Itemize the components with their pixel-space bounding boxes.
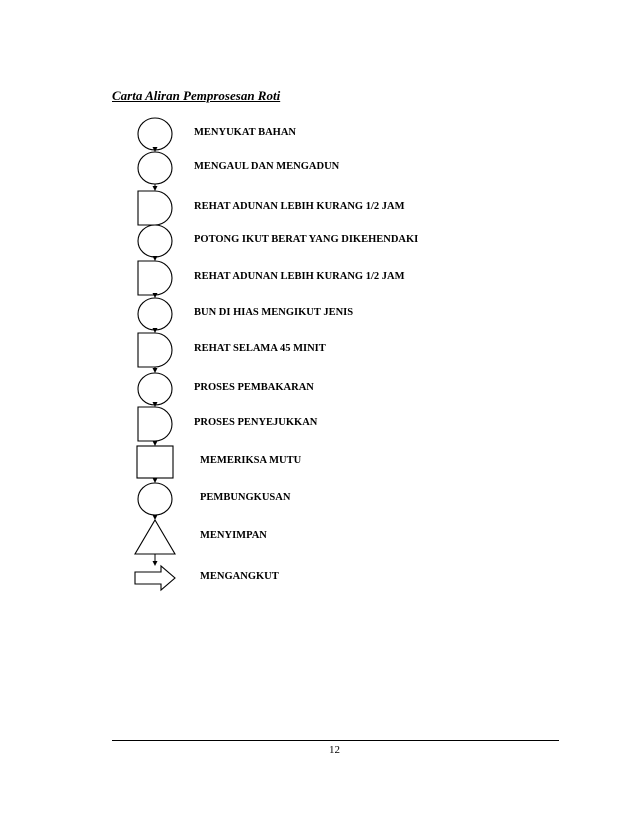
connector-arrowhead — [153, 328, 158, 333]
step-label: MENYIMPAN — [200, 530, 267, 541]
transport-arrow-symbol — [135, 566, 175, 590]
delay-d-symbol — [138, 191, 172, 225]
page-number: 12 — [329, 744, 340, 756]
operation-circle-symbol — [138, 298, 172, 330]
connector-arrowhead — [153, 186, 158, 191]
connector-arrowhead — [153, 478, 158, 483]
step-label: REHAT SELAMA 45 MINIT — [194, 343, 326, 354]
step-label: BUN DI HIAS MENGIKUT JENIS — [194, 307, 354, 318]
operation-circle-symbol — [138, 152, 172, 184]
step-label: POTONG IKUT BERAT YANG DIKEHENDAKI — [194, 234, 419, 245]
connector-arrowhead — [153, 256, 158, 261]
footer-rule — [112, 740, 559, 741]
step-label: MENGAUL DAN MENGADUN — [194, 161, 340, 172]
delay-d-symbol — [138, 261, 172, 295]
step-label: PEMBUNGKUSAN — [200, 492, 291, 503]
step-label: REHAT ADUNAN LEBIH KURANG 1/2 JAM — [194, 201, 405, 212]
step-label: PROSES PENYEJUKKAN — [194, 417, 318, 428]
step-label: MEMERIKSA MUTU — [200, 455, 302, 466]
step-label: MENYUKAT BAHAN — [194, 127, 296, 138]
connector-arrowhead — [153, 561, 158, 566]
connector-arrowhead — [153, 441, 158, 446]
operation-circle-symbol — [138, 373, 172, 405]
delay-d-symbol — [138, 333, 172, 367]
connector-arrowhead — [153, 368, 158, 373]
inspection-square-symbol — [137, 446, 173, 478]
step-label: PROSES PEMBAKARAN — [194, 382, 314, 393]
delay-d-symbol — [138, 407, 172, 441]
operation-circle-symbol — [138, 118, 172, 150]
step-label: MENGANGKUT — [200, 571, 279, 582]
storage-triangle-symbol — [135, 520, 175, 554]
operation-circle-symbol — [138, 225, 172, 257]
operation-circle-symbol — [138, 483, 172, 515]
step-label: REHAT ADUNAN LEBIH KURANG 1/2 JAM — [194, 271, 405, 282]
page-title: Carta Aliran Pemprosesan Roti — [112, 88, 281, 103]
